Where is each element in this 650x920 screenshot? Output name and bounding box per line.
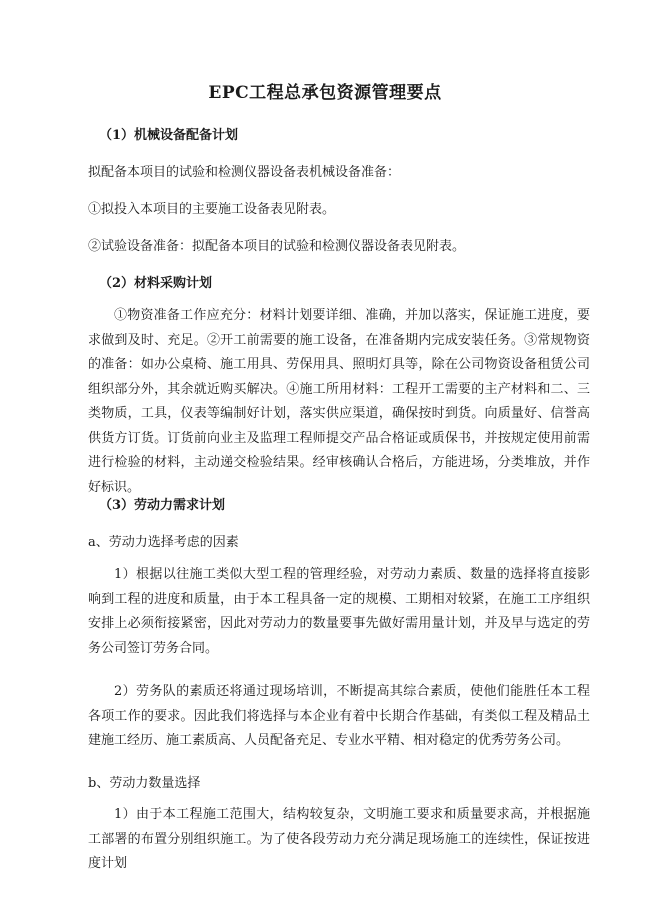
materials-paragraph: ①物资准备工作应充分：材料计划要详细、准确，并加以落实，保证施工进度，要求做到及时、充足。②开工前需要的施工设备，在准备期内完成安装任务。③常规物资的准备：如办公桌椅、施工用具、劳保用具、照明灯具等，除在公司物资设备租赁公司组织部分外，其余就近购买解决。④施工所用材料：工程开工需要的主产材料和二、三类物质，工具，仪表等编制好计划，落实供应渠道，确保按时到货。向质量好、信誉高供货方订货。订货前向业主及监理工程师提交产品合格证或质保书，并按规定使用前需进行检验的材料，主动递交检验结果。经审核确认合格后，方能进场，分类堆放，并作好标识。	[88, 308, 590, 495]
machinery-item-2: ②试验设备准备：拟配备本项目的试验和检测仪器设备表见附表。	[88, 239, 466, 254]
labor-subheading-a: a、劳动力选择考虑的因素	[88, 535, 239, 550]
labor-paragraph-b1: 1）由于本工程施工范围大，结构较复杂，文明施工要求和质量要求高，并根据施工部署的布置分别组织施工。为了使各段劳动力充分满足现场施工的连续性，保证按进度计划	[88, 807, 590, 871]
section-heading-materials: （2）材料采购计划	[99, 276, 213, 291]
labor-subheading-b: b、劳动力数量选择	[88, 776, 201, 791]
labor-paragraph-a2: 2）劳务队的素质还将通过现场培训，不断提高其综合素质，使他们能胜任本工程各项工作的要求。因此我们将选择与本企业有着中长期合作基础，有类似工程及精品土建施工经历、施工素质高、人员配备充足、专业水平精、相对稳定的优秀劳务公司。	[88, 684, 590, 748]
section-heading-labor: （3）劳动力需求计划	[99, 498, 226, 513]
section-heading-machinery: （1）机械设备配备计划	[99, 128, 239, 143]
machinery-item-1: ①拟投入本项目的主要施工设备表见附表。	[88, 202, 336, 217]
machinery-intro-line: 拟配备本项目的试验和检测仪器设备表机械设备准备：	[88, 165, 401, 180]
document-title: EPC工程总承包资源管理要点	[208, 83, 442, 103]
labor-paragraph-a1: 1）根据以往施工类似大型工程的管理经验，对劳动力素质、数量的选择将直接影响到工程的进度和质量，由于本工程具备一定的规模、工期相对较紧，在施工工序组织安排上必须衔接紧密，因此对劳动力的数量要事先做好需用量计划，并及早与选定的劳务公司签订劳务合同。	[88, 567, 590, 656]
